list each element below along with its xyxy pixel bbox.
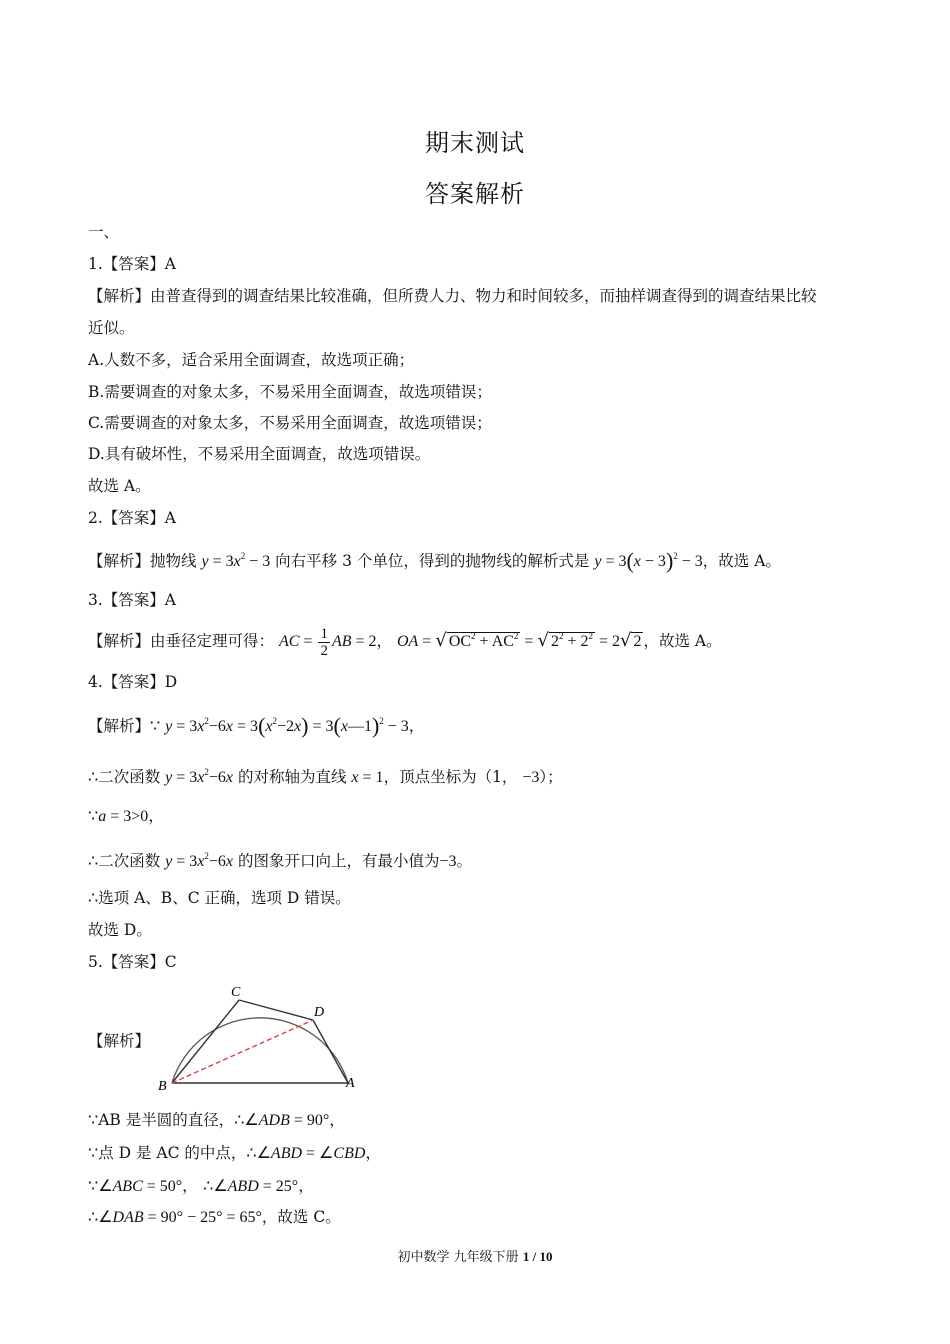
page-footer (0, 1246, 950, 1265)
q5-line1: ∵AB 是半圆的直径，∴∠ADB = 90°， (88, 1111, 346, 1129)
q1-analysis-line2: 近似。 (88, 319, 135, 337)
q4-text-5: ）； (539, 768, 563, 786)
q1-answer: 1.【答案】A (88, 255, 176, 273)
q4-line1: 【解析】∵ $y = 3x^2-6x = 3(x^2-2x)$ = 3(x—1)$^2$ − 3， (88, 713, 425, 738)
point-a-label: A (346, 1076, 355, 1091)
q4-formula-3: $y = 3x^2-6x$ (165, 851, 234, 870)
q3-text-3: ，故选 A。 (643, 632, 722, 650)
q5-answer: 5.【答案】C (88, 953, 177, 971)
dashed-line-bd (172, 1020, 313, 1083)
point-b-label: B (158, 1079, 167, 1092)
q5-text-2: 点 D 是 AC 的中点， (98, 1144, 247, 1162)
q5-formula-3: ∠ABC = 50° (98, 1178, 183, 1195)
q1-conclusion: 故选 A。 (88, 477, 151, 495)
q4-text-6: 二次函数 (98, 852, 161, 870)
q4-line2 (88, 762, 563, 788)
q4-text-1: 【解析】 (88, 717, 151, 735)
q2-text-1: 【解析】抛物线 (88, 552, 197, 570)
q2-formula-1: $y = 3x^2 - 3$ (201, 551, 271, 570)
footer-text: 初中数学 九年级下册 (397, 1250, 519, 1265)
q1-option-b: B.需要调查的对象太多，不易采用全面调查，故选项错误； (88, 383, 492, 401)
page-title: 期末测试 (425, 129, 525, 157)
q2-formula-2: $y = 3(x - 3)^2 - 3$ (594, 548, 703, 573)
q4-text-3: 的对称轴为直线 (237, 768, 347, 786)
point-d-label: D (314, 1005, 325, 1020)
q2-answer: 2.【答案】A (88, 509, 176, 527)
q5-formula-4: ∠ABD = 25° (213, 1178, 299, 1195)
q4-text-2: 二次函数 (98, 768, 161, 786)
q3-analysis (88, 622, 722, 659)
because-symbol: ∵ (150, 718, 161, 735)
q4-answer: 4.【答案】D (88, 673, 178, 691)
q4-line4: ∴二次函数 $y = 3x^2-6x$ 的图象开口向上，有最小值为−3。 (88, 851, 473, 870)
q1-option-a: A.人数不多，适合采用全面调查，故选项正确； (88, 351, 415, 369)
q1-option-c: C.需要调查的对象太多，不易采用全面调查，故选项错误； (88, 414, 492, 432)
q5-formula-2: ∠ABD = ∠CBD (256, 1145, 366, 1162)
q3-text-1: 【解析】由垂径定理可得： (88, 632, 275, 650)
q4-line3: ∵a = 3>0， (88, 808, 165, 825)
chord-cd (239, 1000, 313, 1020)
q5-text-1: AB 是半圆的直径， (98, 1111, 235, 1129)
q4-text-8: 。 (456, 852, 473, 870)
q2-analysis (88, 546, 781, 572)
q5-text-4: ，故选 C。 (261, 1208, 341, 1226)
q4-line5: ∴选项 A、B、C 正确，选项 D 错误。 (88, 889, 351, 907)
therefore-symbol: ∴ (88, 769, 99, 786)
q3-text-2: ， (376, 632, 393, 650)
page-number: 1 / 10 (522, 1249, 553, 1264)
q4-min-value: −3 (439, 853, 457, 870)
q4-vertex-y: −3 (522, 769, 540, 786)
q4-conclusion: 故选 D。 (88, 921, 152, 939)
q5-line4: ∴∠DAB = 90° − 25° = 65°，故选 C。 (88, 1208, 341, 1226)
q3-formula-oa: OA = √ $OC^2 + AC^2$ = √ $2^2 + 2^2 = 2√$ 2 (396, 630, 642, 651)
page-subtitle: 答案解析 (425, 180, 525, 208)
q4-formula-axis: x = 1 (351, 769, 384, 786)
q5-formula-5: ∠DAB = 90° − 25° = 65° (98, 1209, 262, 1226)
q3-answer: 3.【答案】A (88, 591, 176, 609)
q5-formula-1: ∠ADB = 90° (244, 1112, 330, 1129)
section-heading: 一、 (88, 223, 120, 241)
point-c-label: C (231, 985, 241, 1000)
q4-formula-a: a = 3>0 (98, 808, 149, 825)
q5-line2: ∵点 D 是 AC 的中点，∴∠ABD = ∠CBD， (88, 1144, 382, 1162)
q5-analysis-label: 【解析】 (88, 1032, 151, 1050)
q4-text-4: ，顶点坐标为（1， (383, 768, 518, 786)
semicircle-figure (150, 980, 365, 1092)
q3-formula-ac: AC = $\frac{1}{2}$ AB = 2 (278, 625, 377, 659)
q4-formula-2: $y = 3x^2-6x$ (165, 767, 234, 786)
q4-formula-1: $y = 3x^2-6x = 3(x^2-2x)$ = 3(x—1)$^2$ − 3 (165, 713, 409, 738)
chord-bc (172, 1000, 239, 1083)
q2-text-3: ，故选 A。 (702, 552, 781, 570)
chord-da (313, 1020, 348, 1083)
q4-text-9: 选项 A、B、C 正确，选项 D 错误。 (98, 889, 351, 907)
q2-text-2: 向右平移 3 个单位，得到的抛物线的解析式是 (275, 552, 590, 570)
q1-analysis-line1: 【解析】由普查得到的调查结果比较准确，但所费人力、物力和时间较多，而抽样调查得到的调查结果比较 (88, 287, 817, 305)
q1-option-d: D.具有破坏性，不易采用全面调查，故选项错误。 (88, 445, 431, 463)
q5-line3: ∵∠ABC = 50°， ∴∠ABD = 25°， (88, 1178, 315, 1195)
q4-text-7: 的图象开口向上，有最小值为 (237, 852, 440, 870)
